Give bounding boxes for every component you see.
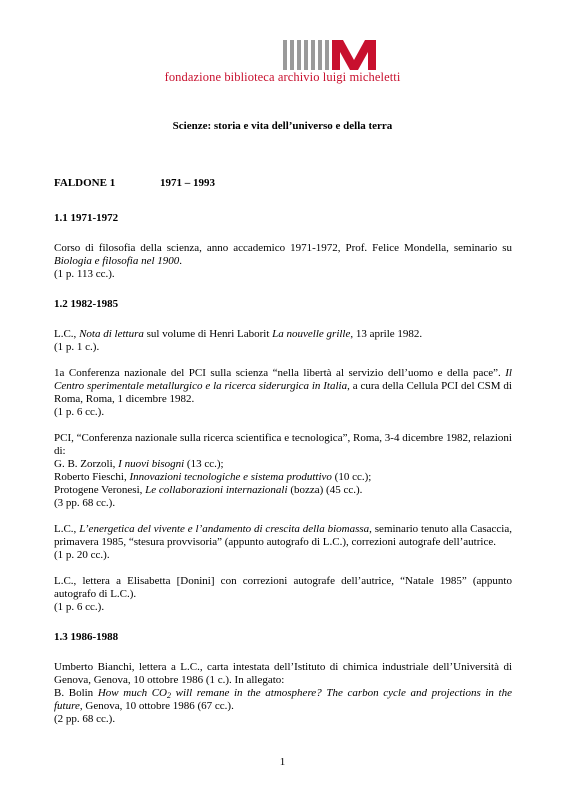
entry-title-text: L’energetica del vivente e l’andamento di crescita della biomassa xyxy=(79,523,370,535)
inventory-entry xyxy=(54,661,512,726)
entry-text: B. Bolin xyxy=(54,687,98,699)
entry-text: Roberto Fieschi, xyxy=(54,471,130,483)
entry-text: , Genova, 10 ottobre 1986 (67 cc.). xyxy=(79,700,234,712)
entry-text: , 13 aprile 1982. xyxy=(350,328,423,340)
entry-text: L.C., lettera a Elisabetta [Donini] con correzioni autografe dell’autrice, “Natale 1985” (appunto autografo di L.C.). xyxy=(54,575,512,600)
entry-text: , a cura della Cellula PCI del CSM di Roma, Roma, 1 dicembre 1982. xyxy=(54,380,512,405)
faldone-years: 1971 – 1993 xyxy=(160,177,215,189)
micheletti-logo-mark xyxy=(283,40,379,70)
section-heading: 1.1 1971-1972 xyxy=(54,212,119,224)
entry-title-text: How much CO xyxy=(97,687,167,699)
entry-extent-note: (1 p. 6 cc.). xyxy=(54,406,105,418)
entry-title-text: will remane in the atmosphere? The carbon cycle and projections in the future xyxy=(54,687,512,712)
entry-text: G. B. Zorzoli, xyxy=(54,458,119,470)
entry-text: Corso di filosofia della scienza, anno accademico 1971-1972, Prof. Felice Mondella, seminario su xyxy=(54,242,512,254)
entry-title-text: I nuovi bisogni xyxy=(118,458,185,470)
entry-extent-note: (1 p. 20 cc.). xyxy=(54,549,110,561)
entry-text: Protogene Veronesi, xyxy=(54,484,146,496)
entry-title-text: La nouvelle grille xyxy=(272,328,351,340)
faldone-header xyxy=(54,177,215,189)
entry-extent-note: (2 pp. 68 cc.). xyxy=(54,713,116,725)
section-heading: 1.3 1986-1988 xyxy=(54,631,119,643)
entry-title-text: Nota di lettura xyxy=(79,328,144,340)
faldone-label: FALDONE 1 xyxy=(54,177,116,189)
header-logo xyxy=(0,0,565,84)
entry-title-text: Biologia e filosofia nel 1900 xyxy=(54,255,180,267)
entry-text: sul volume di Henri Laborit xyxy=(143,328,273,340)
inventory-entry xyxy=(54,242,512,281)
entry-text: PCI, “Conferenza nazionale sulla ricerca scientifica e tecnologica”, Roma, 3-4 dicembre 1982, relazioni di: xyxy=(54,432,512,457)
page-number: 1 xyxy=(279,756,286,768)
inventory-content xyxy=(54,212,512,743)
entry-title-text: Le collaborazioni internazionali xyxy=(145,484,288,496)
entry-text: , seminario tenuto alla Casaccia, primavera 1985, “stesura provvisoria” (appunto autografo di L.C.), correzioni autografe dell’autrice. xyxy=(54,523,512,548)
inventory-entry xyxy=(54,523,512,562)
entry-extent-note: (1 p. 6 cc.). xyxy=(54,601,105,613)
entry-text: . xyxy=(179,255,183,267)
inventory-entry xyxy=(54,432,512,510)
entry-extent-note: (3 pp. 68 cc.). xyxy=(54,497,116,509)
inventory-entry xyxy=(54,328,512,354)
foundation-name: fondazione biblioteca archivio luigi micheletti xyxy=(164,70,401,84)
entry-text: (13 cc.); xyxy=(184,458,224,470)
entry-extent-note: (1 p. 1 c.). xyxy=(54,341,100,353)
entry-title-text: Il Centro sperimentale metallurgico e la ricerca siderurgica in Italia xyxy=(54,367,512,392)
inventory-entry xyxy=(54,367,512,419)
inventory-entry xyxy=(54,575,512,614)
entry-extent-note: (1 p. 113 cc.). xyxy=(54,268,115,280)
entry-text: 1a Conferenza nazionale del PCI sulla scienza “nella libertà al servizio dell’uomo e della pace”. xyxy=(54,367,506,379)
entry-text: (bozza) (45 cc.). xyxy=(287,484,363,496)
document-title: Scienze: storia e vita dell’universo e della terra xyxy=(172,120,393,132)
entry-text: Umberto Bianchi, lettera a L.C., carta intestata dell’Istituto di chimica industriale dell’Università di Genova, Genova, 10 ottobre 1986 (1 c.). In allegato: xyxy=(54,661,512,686)
section-heading: 1.2 1982-1985 xyxy=(54,298,119,310)
entry-text: L.C., xyxy=(54,523,80,535)
entry-text: L.C., xyxy=(54,328,80,340)
entry-text: (10 cc.); xyxy=(331,471,372,483)
entry-title-text: 2 xyxy=(167,691,171,700)
entry-title-text: Innovazioni tecnologiche e sistema produttivo xyxy=(129,471,332,483)
